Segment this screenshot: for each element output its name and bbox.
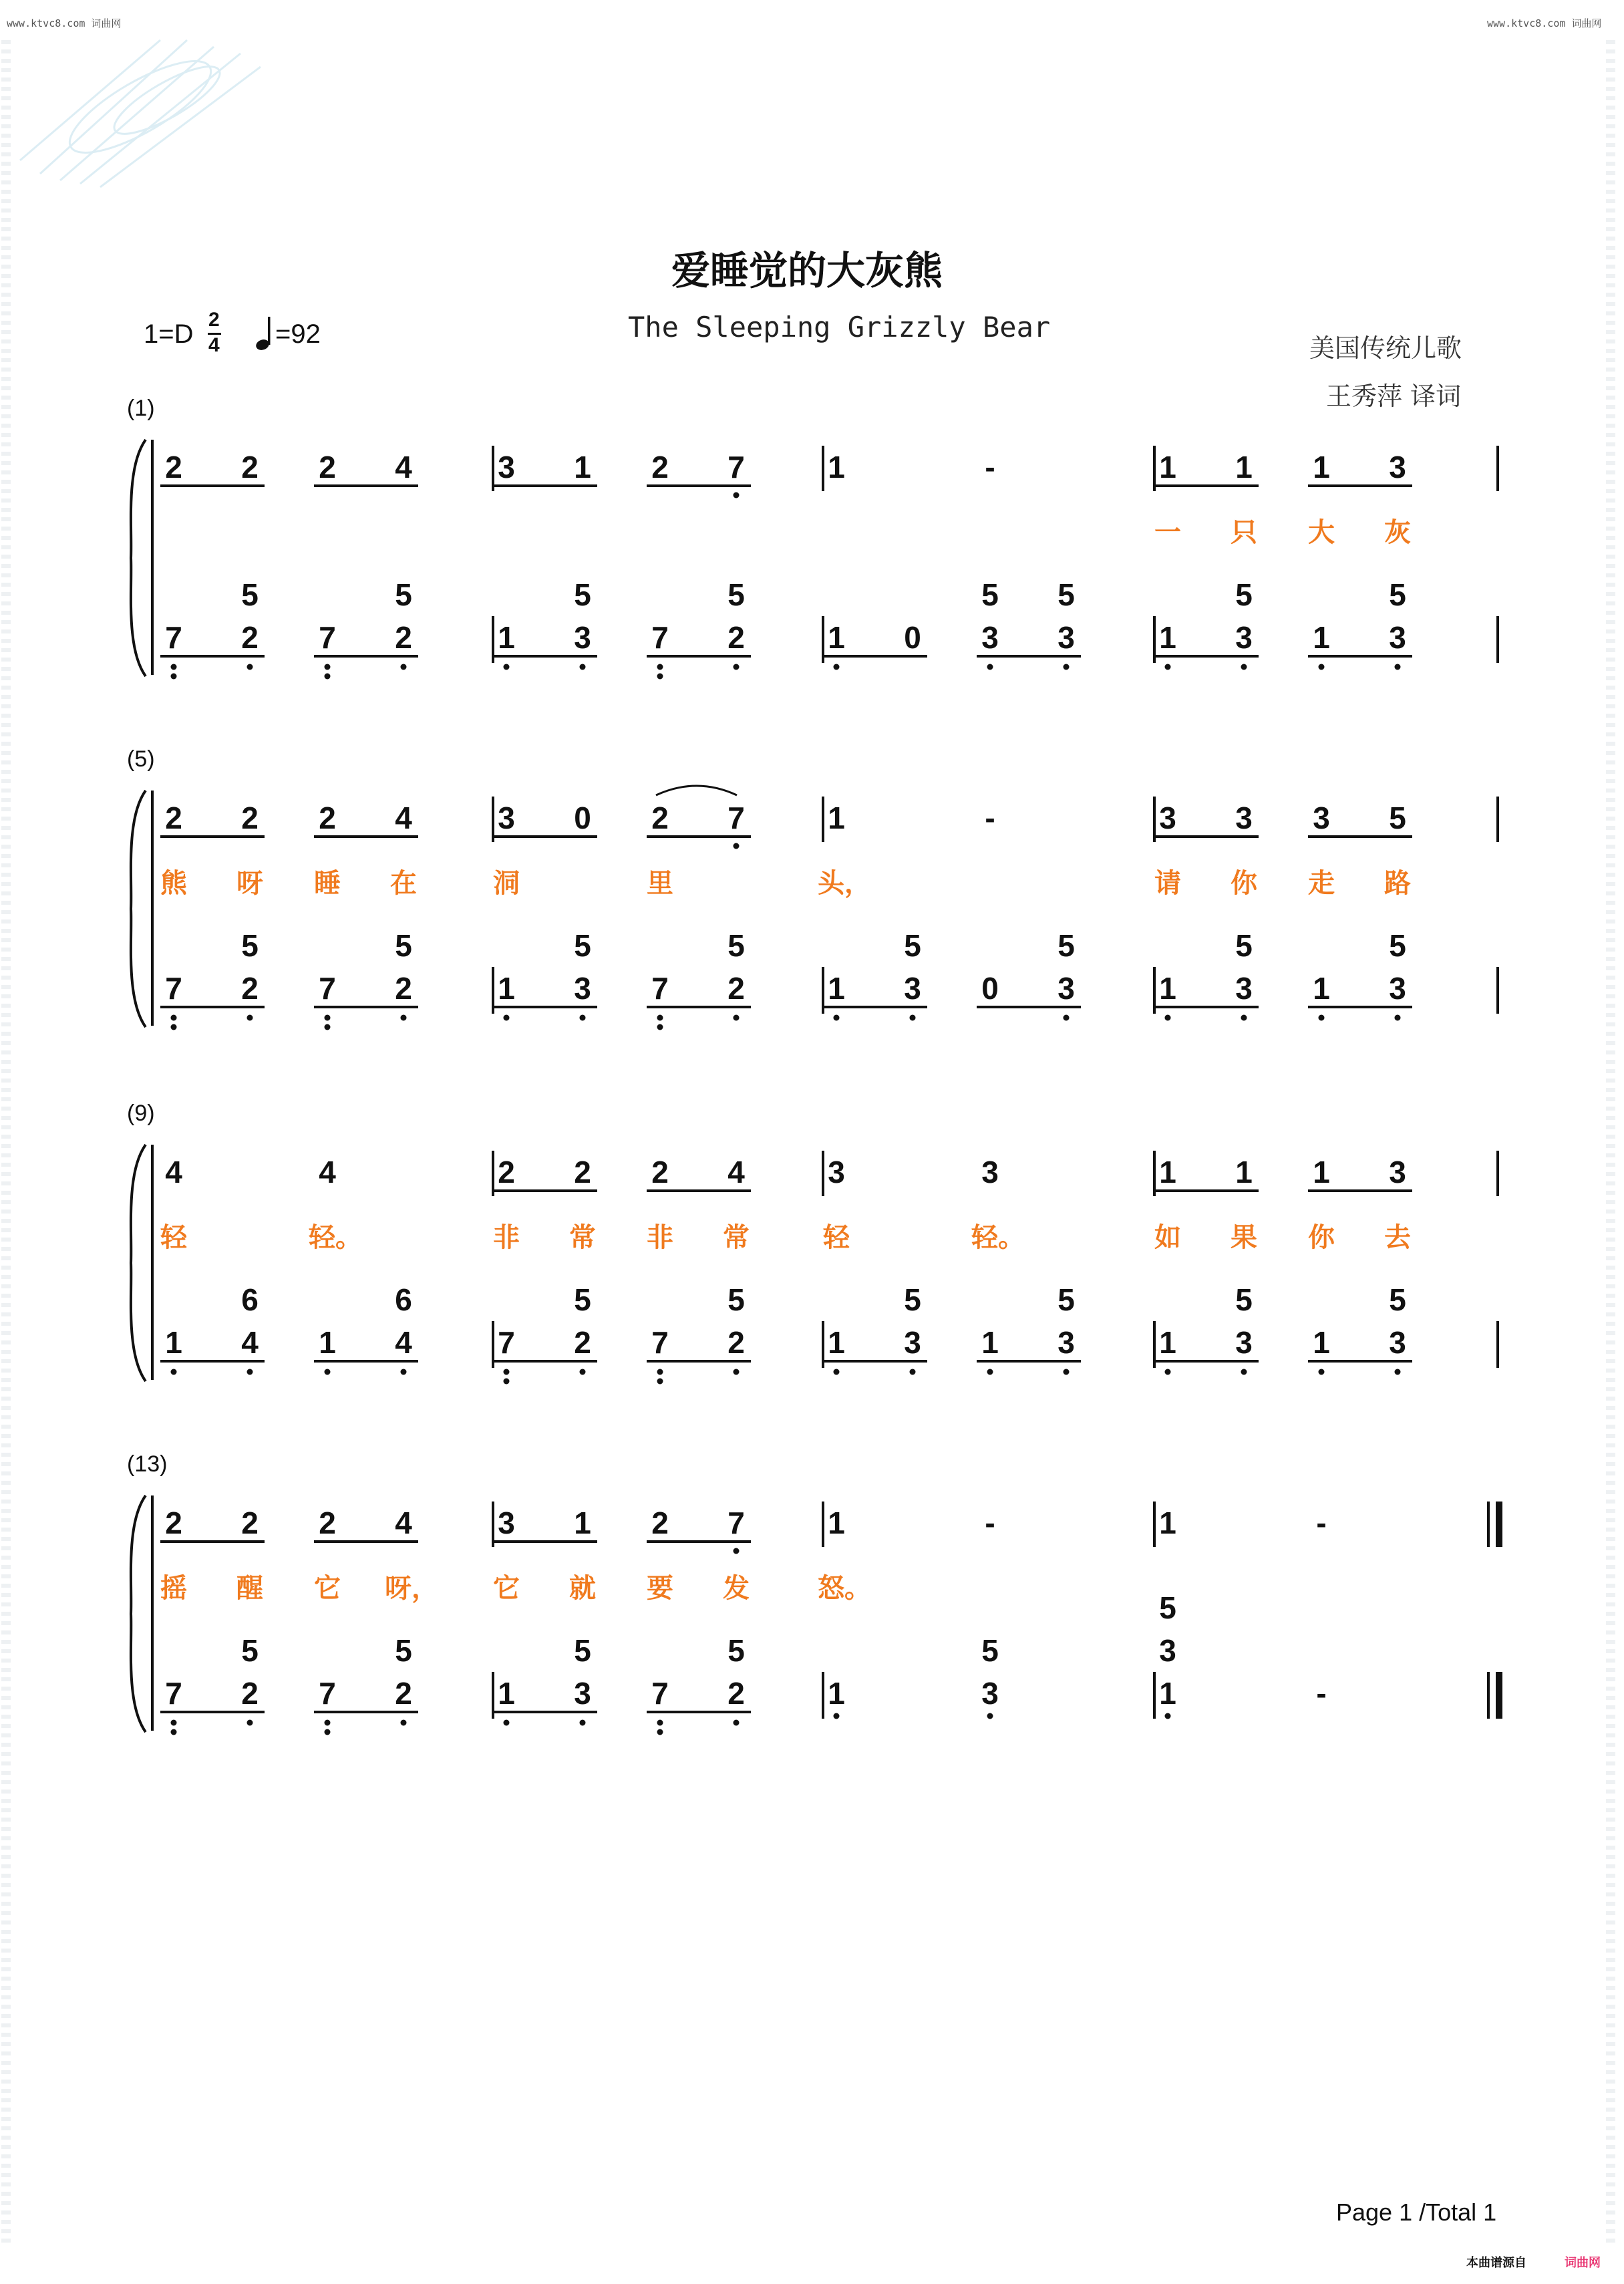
lyric-char: 在 [390, 869, 417, 898]
bass-low-dot [734, 1015, 740, 1021]
bass-note: 7 [165, 620, 182, 655]
system-number: (13) [127, 1451, 168, 1477]
song-subtitle: The Sleeping Grizzly Bear [628, 311, 1051, 343]
lyric-char: 怒。 [818, 1574, 871, 1603]
song-title: 爱睡觉的大灰熊 [671, 248, 943, 293]
bass-note: 1 [498, 620, 515, 655]
melody-note: 2 [165, 450, 182, 484]
bass-note: 2 [241, 971, 259, 1006]
melody-note: - [985, 450, 995, 484]
bass-low-dot [657, 1015, 663, 1021]
bass-chord-note: 5 [981, 577, 999, 612]
melody-low-dot [734, 843, 740, 849]
bass-chord-note: 5 [904, 1282, 921, 1317]
system-brace [131, 440, 146, 676]
melody-note: 3 [1389, 1155, 1406, 1189]
bass-chord-note: 5 [395, 577, 412, 612]
bass-low-dot [1064, 1015, 1070, 1021]
lyric-char: 常 [723, 1223, 750, 1252]
melody-note: 2 [241, 1506, 259, 1540]
bass-chord-note: 5 [574, 577, 591, 612]
melody-note: 1 [1313, 450, 1330, 484]
bass-chord-note: 5 [241, 1633, 259, 1668]
bass-note: 3 [574, 620, 591, 655]
bass-low-dot [325, 674, 331, 680]
lyric-char: 洞 [493, 869, 520, 898]
lyric-char: 路 [1384, 869, 1411, 898]
bass-chord-note: 3 [1159, 1633, 1176, 1668]
lyric-char: 非 [493, 1223, 520, 1252]
bass-chord-note: 5 [395, 928, 412, 963]
melody-note: 2 [165, 801, 182, 835]
melody-note: 4 [395, 450, 412, 484]
bass-low-dot [171, 1024, 177, 1030]
lyric-char: 常 [569, 1223, 596, 1252]
melody-note: 3 [498, 801, 515, 835]
bass-note: 2 [395, 1676, 412, 1711]
bass-note: 1 [1159, 971, 1176, 1006]
bass-low-dot [1241, 1369, 1247, 1375]
bass-note: 1 [828, 620, 845, 655]
bass-note: 1 [1313, 620, 1330, 655]
bass-chord-note: 5 [241, 577, 259, 612]
melody-note: 4 [165, 1155, 182, 1189]
melody-note: 5 [1389, 801, 1406, 835]
melody-note: 1 [1159, 1155, 1176, 1189]
melody-note: 0 [574, 801, 591, 835]
bass-chord-note: 6 [395, 1282, 412, 1317]
bass-low-dot [657, 1729, 663, 1735]
bass-low-dot [1165, 664, 1171, 670]
lyric-char: 熊 [160, 869, 187, 898]
melody-low-dot [734, 1548, 740, 1554]
bass-low-dot [325, 1369, 331, 1375]
lyric-char: 醒 [236, 1574, 263, 1603]
lyric-char: 摇 [160, 1574, 187, 1603]
bass-note: 3 [1058, 1325, 1075, 1360]
melody-note: 4 [727, 1155, 745, 1189]
header-site-right[interactable]: www.ktvc8.com 词曲网 [1487, 17, 1602, 29]
melody-note: 7 [727, 801, 745, 835]
lyric-char: 非 [647, 1223, 673, 1252]
bass-chord-note: 5 [1389, 577, 1406, 612]
bass-note: 7 [651, 620, 669, 655]
lyric-char: 走 [1308, 869, 1335, 898]
bass-low-dot [1395, 1369, 1401, 1375]
lyric-char: 呀， [385, 1574, 438, 1603]
lyric-char: 轻 [823, 1223, 850, 1252]
bass-note: 1 [498, 1676, 515, 1711]
bass-low-dot [504, 1015, 510, 1021]
bass-note: 2 [727, 1676, 745, 1711]
bass-note: 1 [498, 971, 515, 1006]
bass-note: 1 [828, 971, 845, 1006]
bass-note: 7 [498, 1325, 515, 1360]
time-denominator: 4 [208, 334, 220, 356]
melody-note: 2 [651, 1506, 669, 1540]
bass-low-dot [734, 1369, 740, 1375]
lyric-char: 你 [1308, 1223, 1335, 1252]
bass-note: 7 [319, 1676, 336, 1711]
bass-low-dot [987, 1713, 993, 1719]
bass-note: 1 [1313, 971, 1330, 1006]
bass-note: 7 [165, 1676, 182, 1711]
bass-low-dot [171, 664, 177, 670]
melody-note: 2 [651, 801, 669, 835]
bass-low-dot [580, 664, 586, 670]
bass-note: 7 [165, 971, 182, 1006]
bass-low-dot [325, 664, 331, 670]
bass-low-dot [247, 1015, 253, 1021]
melody-note: 2 [574, 1155, 591, 1189]
bass-note: 2 [241, 620, 259, 655]
bass-low-dot [834, 1369, 840, 1375]
melody-note: 2 [241, 801, 259, 835]
melody-note: 3 [1235, 801, 1253, 835]
bass-chord-note: 5 [1058, 1282, 1075, 1317]
lyric-char: 就 [569, 1574, 596, 1603]
bass-low-dot [987, 1369, 993, 1375]
melody-note: - [1316, 1506, 1327, 1540]
bass-low-dot [1395, 664, 1401, 670]
system-brace [131, 791, 146, 1027]
bass-low-dot [401, 1369, 407, 1375]
bass-note: 0 [981, 971, 999, 1006]
bass-note: 2 [727, 971, 745, 1006]
bass-note: 3 [1058, 971, 1075, 1006]
bass-low-dot [1064, 664, 1070, 670]
melody-note: - [985, 1506, 995, 1540]
bass-note: 3 [574, 971, 591, 1006]
lyric-char: 睡 [314, 869, 341, 898]
lyric-char: 你 [1231, 869, 1257, 898]
bass-note: 3 [981, 620, 999, 655]
system-brace [131, 1495, 146, 1732]
melody-note: 7 [727, 450, 745, 484]
system-number: (9) [127, 1101, 155, 1126]
bass-low-dot [1395, 1015, 1401, 1021]
key-label: 1=D [144, 319, 194, 349]
bass-low-dot [910, 1015, 916, 1021]
bass-chord-note: 5 [904, 928, 921, 963]
bass-note: 1 [981, 1325, 999, 1360]
bass-low-dot [504, 1369, 510, 1375]
lyric-char: 发 [723, 1574, 750, 1603]
bass-chord-note: 5 [1389, 928, 1406, 963]
tempo-value: =92 [275, 319, 321, 349]
source-site-link[interactable]: 词曲网 [1565, 2256, 1601, 2270]
bass-low-dot [504, 1379, 510, 1385]
bass-note: 2 [727, 1325, 745, 1360]
bass-note: 3 [904, 1325, 921, 1360]
source-label: 本曲谱源自 [1466, 2256, 1526, 2270]
bass-chord-note: 5 [727, 1282, 745, 1317]
melody-note: 3 [498, 1506, 515, 1540]
bass-chord-note: 5 [574, 1633, 591, 1668]
melody-note: 3 [1389, 450, 1406, 484]
bass-note: 3 [1235, 971, 1253, 1006]
bass-note: 1 [319, 1325, 336, 1360]
bass-low-dot [325, 1015, 331, 1021]
bass-chord-note: 5 [1235, 928, 1253, 963]
lyric-char: 呀 [236, 869, 263, 898]
bass-low-dot [580, 1369, 586, 1375]
bass-low-dot [657, 674, 663, 680]
system-number: (1) [127, 396, 155, 421]
bass-low-dot [580, 1720, 586, 1726]
melody-note: 3 [828, 1155, 845, 1189]
melody-note: 1 [1159, 450, 1176, 484]
bass-low-dot [657, 1024, 663, 1030]
bass-note: 1 [165, 1325, 182, 1360]
bass-note: 3 [1389, 620, 1406, 655]
lyric-char: 如 [1154, 1223, 1181, 1252]
lyric-char: 轻。 [971, 1223, 1025, 1252]
bass-note: 7 [319, 971, 336, 1006]
lyric-char: 要 [647, 1574, 673, 1603]
bass-note: 2 [574, 1325, 591, 1360]
melody-note: 2 [319, 1506, 336, 1540]
bass-low-dot [171, 1369, 177, 1375]
bass-note: - [1316, 1676, 1327, 1711]
bass-note: 1 [828, 1676, 845, 1711]
lyric-char: 轻。 [309, 1223, 362, 1252]
bass-low-dot [910, 1369, 916, 1375]
bass-note: 2 [395, 971, 412, 1006]
bass-note: 3 [904, 971, 921, 1006]
lyric-char: 请 [1154, 869, 1181, 898]
lyric-char: 它 [493, 1574, 520, 1603]
bass-chord-note: 5 [395, 1633, 412, 1668]
bass-chord-note: 5 [1389, 1282, 1406, 1317]
lyric-char: 它 [314, 1574, 341, 1603]
lyric-char: 头， [818, 869, 871, 898]
bass-note: 3 [574, 1676, 591, 1711]
bass-low-dot [247, 1720, 253, 1726]
bass-note: 2 [241, 1676, 259, 1711]
bass-note: 3 [1235, 620, 1253, 655]
bass-low-dot [657, 1369, 663, 1375]
melody-note: 1 [1159, 1506, 1176, 1540]
bass-note: 2 [727, 620, 745, 655]
melody-note: 1 [1235, 450, 1253, 484]
bass-chord-note: 5 [1235, 577, 1253, 612]
bass-note: 2 [395, 620, 412, 655]
bass-low-dot [1165, 1015, 1171, 1021]
bass-low-dot [734, 664, 740, 670]
melody-note: 1 [574, 450, 591, 484]
bass-low-dot [1165, 1713, 1171, 1719]
bass-low-dot [171, 1720, 177, 1726]
bass-note: 1 [1159, 1676, 1176, 1711]
bass-low-dot [171, 1729, 177, 1735]
bass-note: 1 [1313, 1325, 1330, 1360]
melody-note: 3 [981, 1155, 999, 1189]
bass-chord-note: 5 [981, 1633, 999, 1668]
bass-note: 0 [904, 620, 921, 655]
lyric-char: 果 [1231, 1223, 1257, 1252]
bass-low-dot [987, 664, 993, 670]
bass-chord-note: 5 [574, 1282, 591, 1317]
melody-note: 1 [828, 450, 845, 484]
bass-note: 1 [1159, 620, 1176, 655]
bass-low-dot [1241, 664, 1247, 670]
bass-chord-note: 5 [1159, 1590, 1176, 1625]
bass-low-dot [401, 1015, 407, 1021]
lyric-char: 一 [1154, 518, 1181, 547]
bass-low-dot [401, 1720, 407, 1726]
bass-chord-note: 5 [1235, 1282, 1253, 1317]
melody-note: 4 [319, 1155, 336, 1189]
bass-low-dot [1064, 1369, 1070, 1375]
bass-chord-note: 5 [727, 1633, 745, 1668]
melody-note: 4 [395, 1506, 412, 1540]
melody-low-dot [734, 492, 740, 498]
lyricist-credit: 王秀萍 译词 [1326, 382, 1462, 411]
bass-low-dot [834, 664, 840, 670]
system-number: (5) [127, 746, 155, 772]
melody-note: 1 [828, 1506, 845, 1540]
bass-note: 3 [1389, 1325, 1406, 1360]
melody-note: 3 [1159, 801, 1176, 835]
bass-low-dot [171, 674, 177, 680]
bass-note: 4 [395, 1325, 412, 1360]
bass-low-dot [325, 1729, 331, 1735]
bass-low-dot [1319, 1015, 1325, 1021]
bass-note: 1 [828, 1325, 845, 1360]
time-numerator: 2 [208, 309, 220, 331]
bass-note: 7 [651, 1325, 669, 1360]
melody-note: 2 [165, 1506, 182, 1540]
bass-low-dot [657, 1720, 663, 1726]
melody-note: 2 [319, 801, 336, 835]
bass-note: 4 [241, 1325, 259, 1360]
bass-chord-note: 5 [727, 928, 745, 963]
melody-note: 1 [1313, 1155, 1330, 1189]
melody-note: 2 [651, 1155, 669, 1189]
bass-low-dot [247, 664, 253, 670]
bass-note: 3 [981, 1676, 999, 1711]
bass-chord-note: 6 [241, 1282, 259, 1317]
bass-chord-note: 5 [574, 928, 591, 963]
melody-note: 4 [395, 801, 412, 835]
bass-low-dot [171, 1015, 177, 1021]
bass-low-dot [1319, 1369, 1325, 1375]
bass-low-dot [325, 1720, 331, 1726]
bass-note: 3 [1235, 1325, 1253, 1360]
bass-low-dot [734, 1720, 740, 1726]
bass-chord-note: 5 [1058, 928, 1075, 963]
melody-note: 3 [1313, 801, 1330, 835]
bass-low-dot [504, 664, 510, 670]
melody-note: 2 [241, 450, 259, 484]
melody-note: 3 [498, 450, 515, 484]
bass-low-dot [580, 1015, 586, 1021]
bass-note: 7 [651, 971, 669, 1006]
bass-low-dot [657, 1379, 663, 1385]
bass-chord-note: 5 [1058, 577, 1075, 612]
melody-note: 2 [319, 450, 336, 484]
melody-note: 1 [828, 801, 845, 835]
lyric-char: 只 [1231, 518, 1257, 547]
melody-note: 1 [1235, 1155, 1253, 1189]
song-origin: 美国传统儿歌 [1309, 333, 1462, 363]
bass-low-dot [1165, 1369, 1171, 1375]
bass-low-dot [657, 664, 663, 670]
bass-low-dot [834, 1713, 840, 1719]
melody-note: 1 [574, 1506, 591, 1540]
melody-note: 2 [498, 1155, 515, 1189]
slur-arc [656, 786, 737, 795]
bass-low-dot [1241, 1015, 1247, 1021]
bass-low-dot [401, 664, 407, 670]
bass-note: 1 [1159, 1325, 1176, 1360]
bass-chord-note: 5 [727, 577, 745, 612]
lyric-char: 大 [1308, 518, 1335, 547]
bass-note: 7 [319, 620, 336, 655]
bass-note: 3 [1389, 971, 1406, 1006]
system-brace [131, 1145, 146, 1381]
lyric-char: 轻 [160, 1223, 187, 1252]
bass-low-dot [247, 1369, 253, 1375]
lyric-char: 去 [1384, 1223, 1411, 1252]
bass-note: 7 [651, 1676, 669, 1711]
melody-note: 7 [727, 1506, 745, 1540]
lyric-char: 里 [647, 869, 673, 898]
bass-note: 3 [1058, 620, 1075, 655]
bass-low-dot [834, 1015, 840, 1021]
bass-low-dot [504, 1720, 510, 1726]
bass-low-dot [1319, 664, 1325, 670]
melody-note: 2 [651, 450, 669, 484]
lyric-char: 灰 [1384, 518, 1411, 547]
header-site-left[interactable]: www.ktvc8.com 词曲网 [7, 17, 122, 29]
page-indicator: Page 1 /Total 1 [1336, 2198, 1497, 2226]
bass-chord-note: 5 [241, 928, 259, 963]
melody-note: - [985, 801, 995, 835]
bass-low-dot [325, 1024, 331, 1030]
